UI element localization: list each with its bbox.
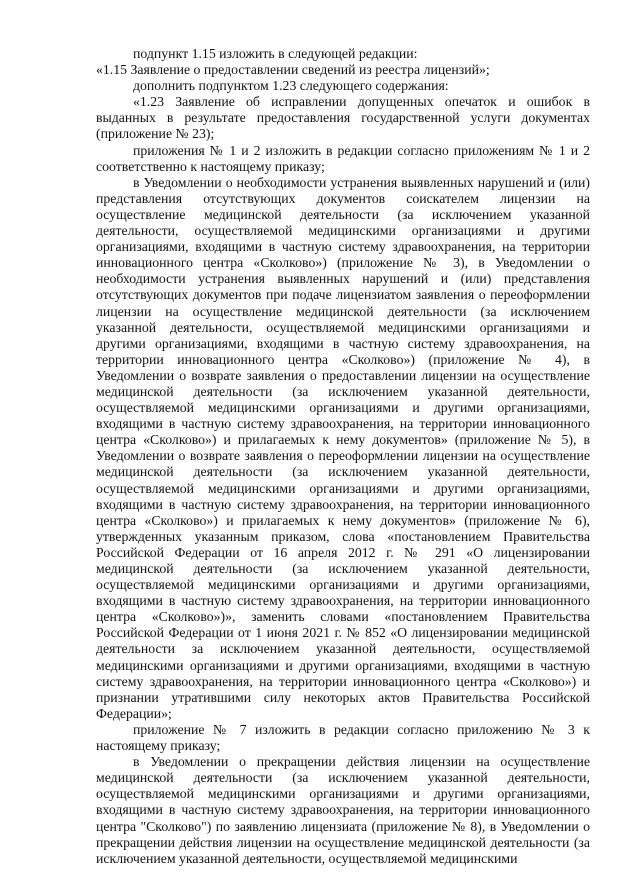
paragraph-8: в Уведомлении о прекращении действия лицензии на осуществление медицинской деятельности (за исключением указанной деятельности, осуществляемой медицинскими организациями и другими организациями, входящими в частную систему здравоохранения, на территории инновационного центра "Сколково") по заявлению лицензиата (приложение № 8), в Уведомлении о прекращении действия лицензии на осуществление медицинской деятельности (за исключением указанной деятельности, осуществляемой медицинскими <box>96 754 590 866</box>
paragraph-2: «1.15 Заявление о предоставлении сведений из реестра лицензий»; <box>96 62 490 78</box>
paragraph-6: в Уведомлении о необходимости устранения выявленных нарушений и (или) представления отсутствующих документов соискателем лицензии на осуществление медицинской деятельности (за исключением указанной деятельности, осуществляемой медицинскими организациями и другими организациями, входящими в частную систему здравоохранения, на территории инновационного центра «Сколково») (приложение № 3), в Уведомлении о необходимости устранения выявленных нарушений и (или) представления отсутствующих документов при подаче лицензиатом заявления о переоформлении лицензии на осуществление медицинской деятельности (за исключением указанной деятельности, осуществляемой медицинскими организациями и другими организациями, входящими в частную систему здравоохранения, на территории инновационного центра «Сколково») (приложение № 4), в Уведомлении о возврате заявления о предоставлении лицензии на осуществление медицинской деятельности (за исключением указанной деятельности, осуществляемой медицинскими организациями и другими организациями, входящими в частную систему здравоохранения, на территории инновационного центра «Сколково») и прилагаемых к нему документов» (приложение № 5), в Уведомлении о возврате заявления о переоформлении лицензии на осуществление медицинской деятельности (за исключением указанной деятельности, осуществляемой медицинскими организациями и другими организациями, входящими в частную систему здравоохранения, на территории инновационного центра «Сколково») и прилагаемых к нему документов» (приложение № 6), утвержденных указанным приказом, слова «постановлением Правительства Российской Федерации от 16 апреля 2012 г. № 291 «О лицензировании медицинской деятельности (за исключением указанной деятельности, осуществляемой медицинскими организациями и другими организациями, входящими в частную систему здравоохранения, на территории инновационного центра «Сколково»)», заменить словами «постановлением Правительства Российской Федерации от 1 июня 2021 г. № 852 «О лицензировании медицинской деятельности за исключением указанной деятельности, осуществляемой медицинскими организациями и другими организациями, входящими в частную систему здравоохранения, на территории инновационного центра «Сколково») и признании утратившими силу некоторых актов Правительства Российской Федерации»; <box>96 174 590 721</box>
paragraph-7: приложение № 7 изложить в редакции согласно приложению № 3 к настоящему приказу; <box>96 721 590 754</box>
paragraph-3: дополнить подпунктом 1.23 следующего содержания: <box>133 78 449 94</box>
paragraph-5: приложения № 1 и 2 изложить в редакции согласно приложениям № 1 и 2 соответственно к настоящему приказу; <box>96 142 590 174</box>
paragraph-1: подпункт 1.15 изложить в следующей редакции: <box>133 46 418 61</box>
paragraph-4: «1.23 Заявление об исправлении допущенных опечаток и ошибок в выданных в результате предоставления государственной услуги документах (приложение № 23); <box>96 94 590 142</box>
